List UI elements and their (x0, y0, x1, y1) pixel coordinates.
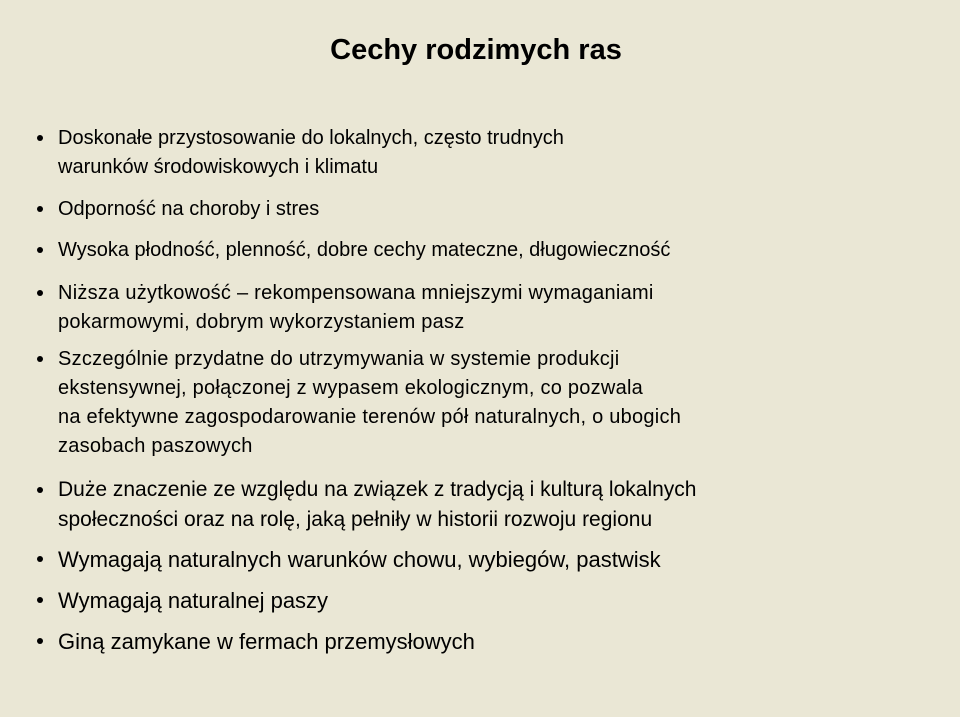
list-item (58, 279, 888, 337)
list-item-text: Wymagają naturalnej paszy (58, 588, 329, 613)
list-item (58, 345, 888, 461)
bullet-icon (37, 206, 43, 212)
list-item-text: Duże znaczenie ze względu na związek z tradycją i kulturą lokalnych społeczności oraz na rolę, jaką pełniły w historii rozwoju regionu (58, 478, 697, 531)
bullet-icon (37, 597, 43, 603)
bullet-icon (37, 290, 43, 296)
list-item (58, 195, 888, 224)
list-item-text: Wysoka płodność, plenność, dobre cechy mateczne, długowieczność (58, 239, 671, 261)
bullet-icon (37, 356, 43, 362)
bullet-icon (37, 247, 43, 253)
list-item (58, 475, 918, 535)
list-item (58, 585, 918, 616)
list-item (58, 626, 918, 657)
list-item-text: Doskonałe przystosowanie do lokalnych, często trudnych warunków środowiskowych i klimatu (58, 127, 564, 178)
list-item-text: Giną zamykane w fermach przemysłowych (58, 629, 475, 654)
bullet-icon (37, 487, 43, 493)
list-item-text: Odporność na choroby i stres (58, 198, 320, 220)
bullet-icon (37, 638, 43, 644)
slide-title: Cechy rodzimych ras (330, 34, 622, 66)
list-item-text: Niższa użytkowość – rekompensowana mniejszymi wymaganiami pokarmowymi, dobrym wykorzystaniem pasz (58, 282, 654, 333)
list-item (58, 236, 888, 265)
list-item (58, 544, 918, 575)
bullet-icon (37, 556, 43, 562)
list-item-text: Szczególnie przydatne do utrzymywania w systemie produkcji ekstensywnej, połączonej z wypasem ekologicznym, co pozwala na efektywne zagospodarowanie terenów pół naturalnych, o ubogich zasobach paszowych (58, 348, 682, 457)
list-item (58, 124, 888, 182)
list-item-text: Wymagają naturalnych warunków chowu, wybiegów, pastwisk (58, 547, 661, 572)
bullet-icon (37, 135, 43, 141)
